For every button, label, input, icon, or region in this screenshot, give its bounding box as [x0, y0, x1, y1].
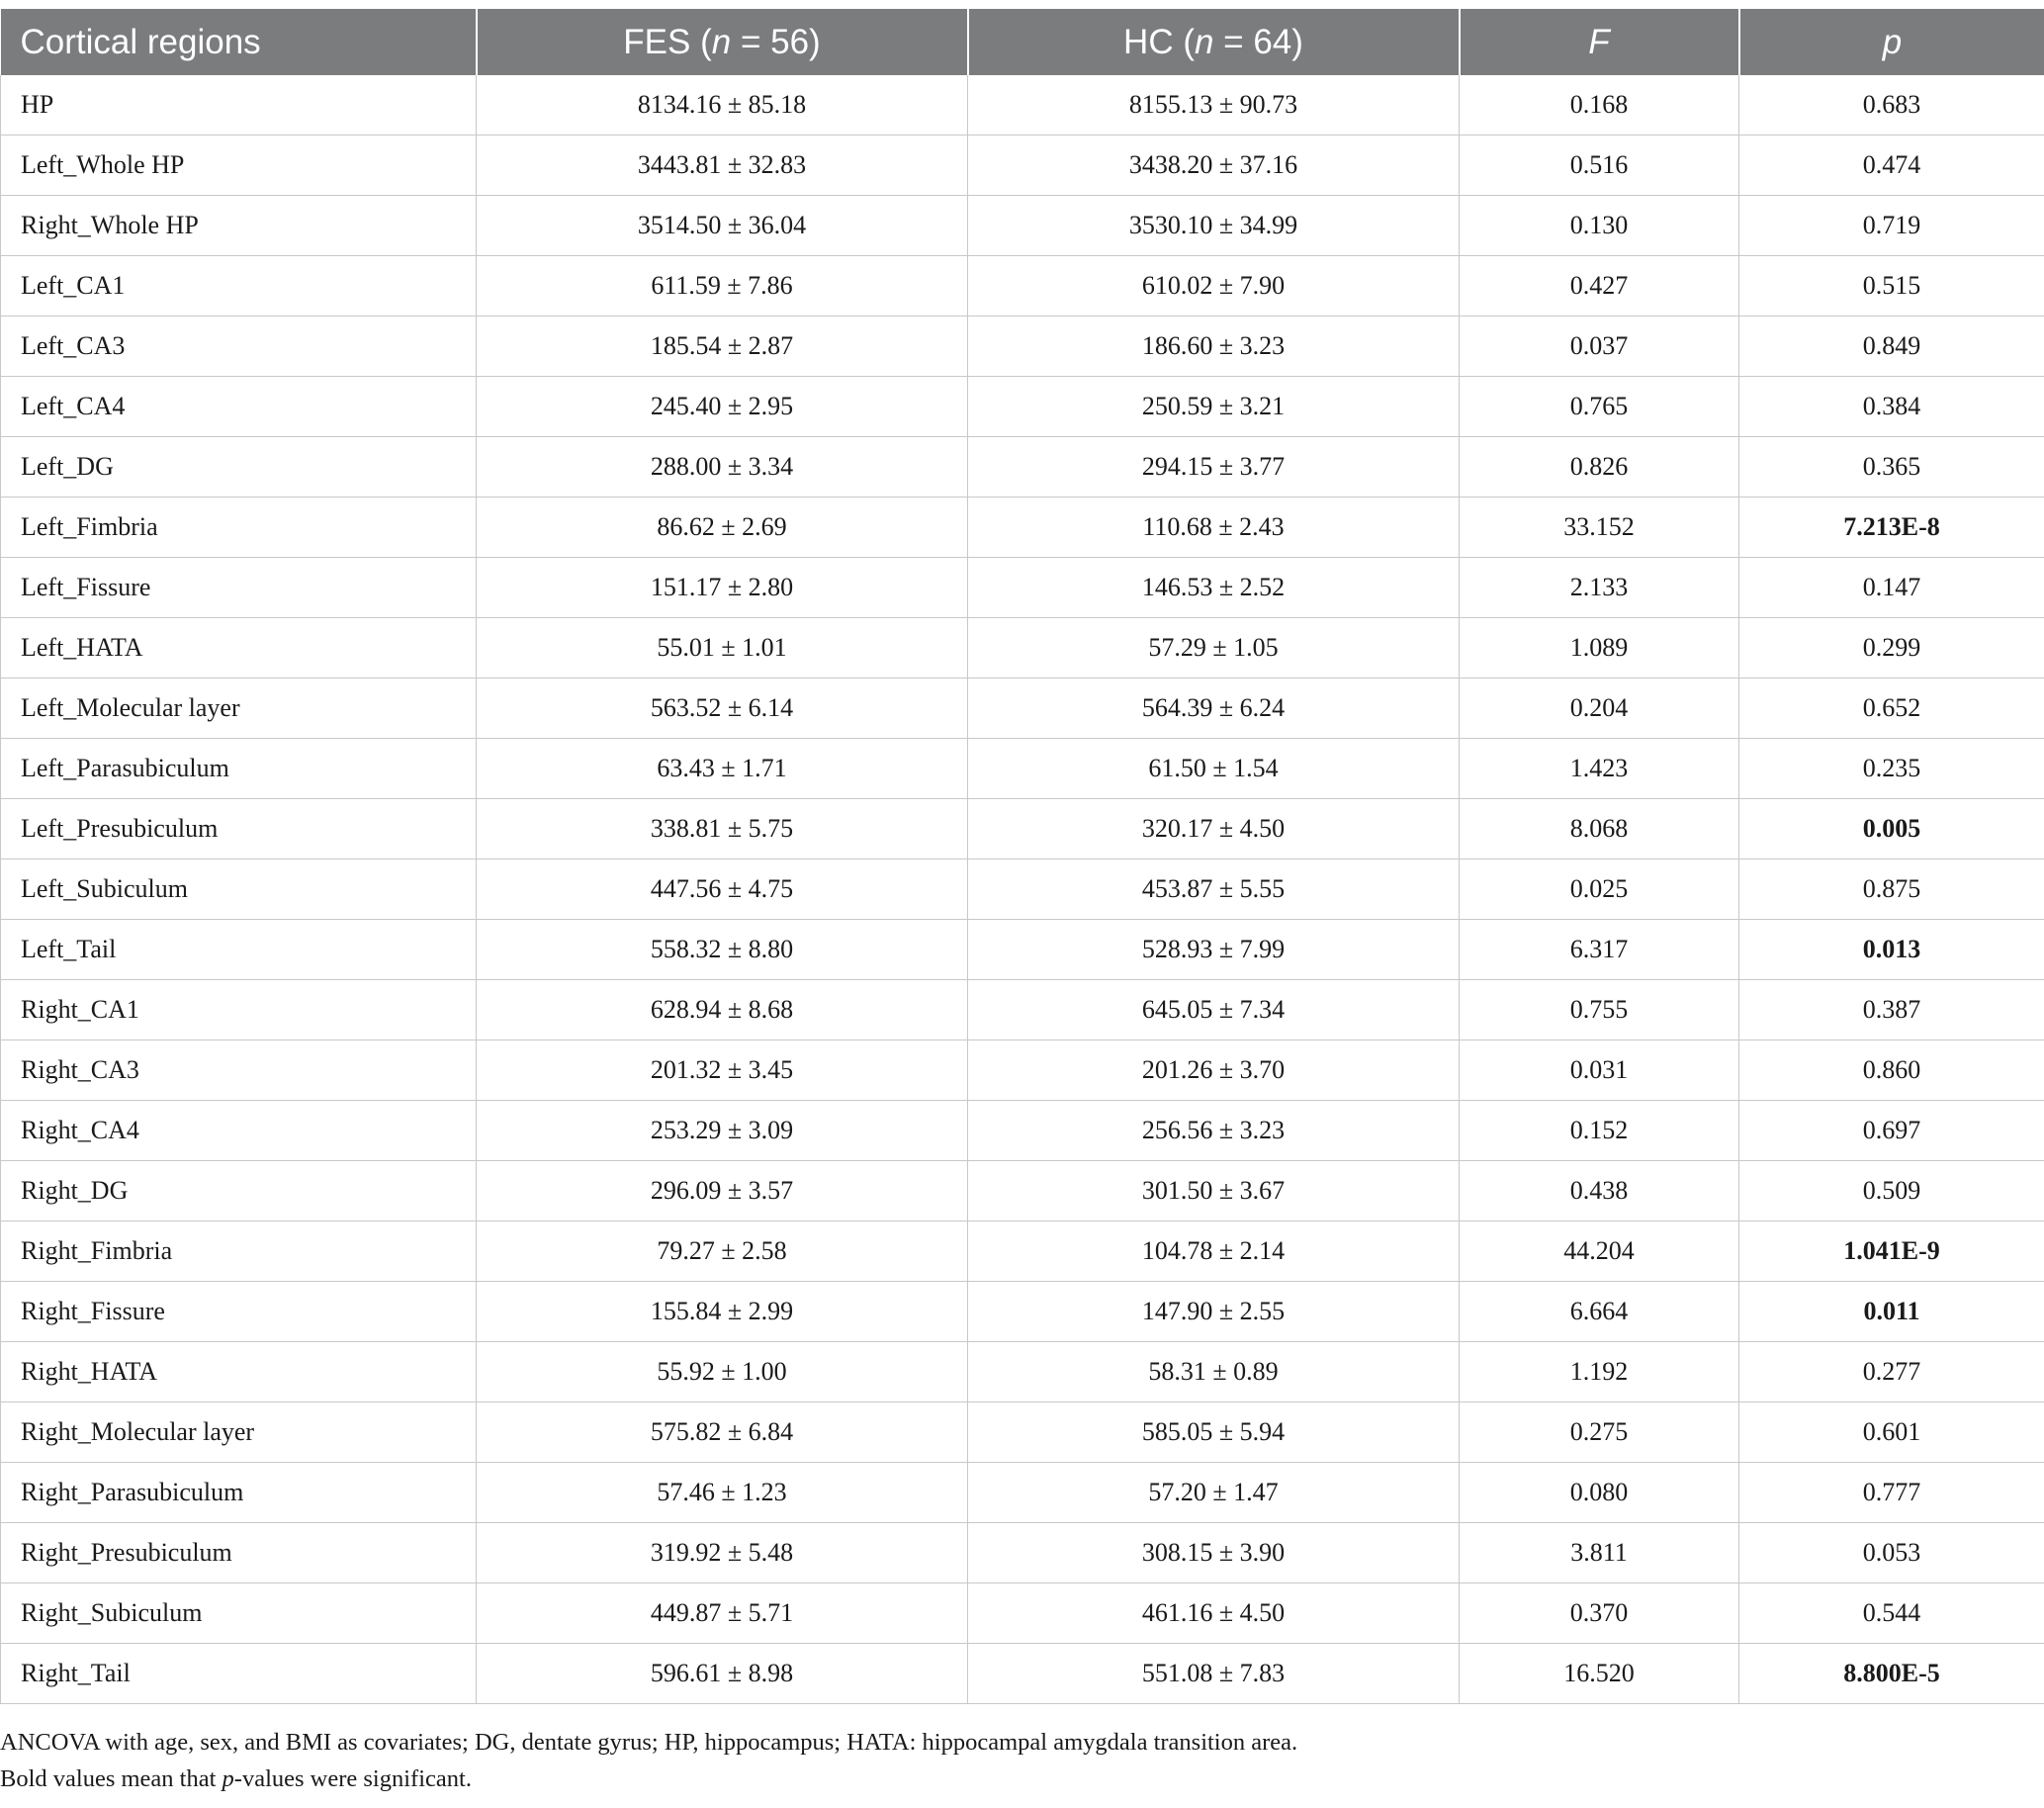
cell-hc-value: 186.60 ± 3.23: [968, 316, 1460, 377]
cell-region: Left_Whole HP: [1, 136, 477, 196]
cell-hc-value: 645.05 ± 7.34: [968, 980, 1460, 1040]
header-hc-count: = 64): [1213, 22, 1303, 61]
table-row: [1, 136, 2044, 196]
hippocampal-subfield-table: [0, 9, 2044, 1704]
cell-fes-value: 288.00 ± 3.34: [477, 437, 968, 497]
cell-fes-value: 201.32 ± 3.45: [477, 1040, 968, 1101]
cell-f-value: 0.826: [1460, 437, 1739, 497]
cell-hc-value: 250.59 ± 3.21: [968, 377, 1460, 437]
cell-region: Left_Fimbria: [1, 497, 477, 558]
cell-f-value: 8.068: [1460, 799, 1739, 859]
cell-hc-value: 3530.10 ± 34.99: [968, 196, 1460, 256]
cell-p-value: 0.387: [1739, 980, 2044, 1040]
cell-p-value: 0.005: [1739, 799, 2044, 859]
cell-region: Right_CA4: [1, 1101, 477, 1161]
header-fes-n: n: [711, 22, 732, 61]
cell-fes-value: 449.87 ± 5.71: [477, 1583, 968, 1644]
header-fes: [477, 9, 968, 75]
cell-hc-value: 8155.13 ± 90.73: [968, 75, 1460, 136]
cell-region: Right_HATA: [1, 1342, 477, 1402]
cell-p-value: 0.860: [1739, 1040, 2044, 1101]
table-row: [1, 1523, 2044, 1583]
table-row: [1, 618, 2044, 678]
cell-region: Left_Molecular layer: [1, 678, 477, 739]
cell-fes-value: 155.84 ± 2.99: [477, 1282, 968, 1342]
cell-hc-value: 61.50 ± 1.54: [968, 739, 1460, 799]
cell-p-value: 0.697: [1739, 1101, 2044, 1161]
table-row: [1, 678, 2044, 739]
table-row: [1, 437, 2044, 497]
cell-f-value: 1.192: [1460, 1342, 1739, 1402]
cell-p-value: 0.013: [1739, 920, 2044, 980]
header-fes-count: = 56): [731, 22, 821, 61]
cell-p-value: 0.053: [1739, 1523, 2044, 1583]
cell-f-value: 16.520: [1460, 1644, 1739, 1704]
cell-region: Right_Whole HP: [1, 196, 477, 256]
cell-region: Left_Presubiculum: [1, 799, 477, 859]
cell-region: Left_CA3: [1, 316, 477, 377]
cell-p-value: 0.365: [1739, 437, 2044, 497]
cell-fes-value: 253.29 ± 3.09: [477, 1101, 968, 1161]
cell-hc-value: 147.90 ± 2.55: [968, 1282, 1460, 1342]
table-row: [1, 1161, 2044, 1221]
cell-region: Left_Subiculum: [1, 859, 477, 920]
cell-fes-value: 3514.50 ± 36.04: [477, 196, 968, 256]
cell-region: Left_DG: [1, 437, 477, 497]
cell-fes-value: 628.94 ± 8.68: [477, 980, 968, 1040]
cell-hc-value: 3438.20 ± 37.16: [968, 136, 1460, 196]
cell-p-value: 0.235: [1739, 739, 2044, 799]
cell-f-value: 44.204: [1460, 1221, 1739, 1282]
cell-hc-value: 110.68 ± 2.43: [968, 497, 1460, 558]
cell-region: Right_Subiculum: [1, 1583, 477, 1644]
cell-f-value: 3.811: [1460, 1523, 1739, 1583]
cell-f-value: 1.089: [1460, 618, 1739, 678]
cell-region: Left_CA4: [1, 377, 477, 437]
cell-region: Right_Presubiculum: [1, 1523, 477, 1583]
cell-f-value: 0.370: [1460, 1583, 1739, 1644]
cell-p-value: 0.277: [1739, 1342, 2044, 1402]
table-row: [1, 1221, 2044, 1282]
cell-fes-value: 245.40 ± 2.95: [477, 377, 968, 437]
cell-f-value: 0.080: [1460, 1463, 1739, 1523]
cell-hc-value: 58.31 ± 0.89: [968, 1342, 1460, 1402]
cell-f-value: 0.204: [1460, 678, 1739, 739]
cell-p-value: 0.849: [1739, 316, 2044, 377]
cell-region: Right_CA3: [1, 1040, 477, 1101]
cell-p-value: 0.683: [1739, 75, 2044, 136]
table-row: [1, 256, 2044, 316]
cell-fes-value: 596.61 ± 8.98: [477, 1644, 968, 1704]
cell-region: Left_CA1: [1, 256, 477, 316]
cell-f-value: 6.317: [1460, 920, 1739, 980]
results-table-container: [0, 9, 2044, 1704]
table-row: [1, 799, 2044, 859]
cell-f-value: 0.130: [1460, 196, 1739, 256]
cell-p-value: 7.213E-8: [1739, 497, 2044, 558]
header-fes-label: FES (: [623, 22, 712, 61]
cell-fes-value: 185.54 ± 2.87: [477, 316, 968, 377]
cell-fes-value: 575.82 ± 6.84: [477, 1402, 968, 1463]
cell-f-value: 0.516: [1460, 136, 1739, 196]
cell-hc-value: 610.02 ± 7.90: [968, 256, 1460, 316]
cell-fes-value: 319.92 ± 5.48: [477, 1523, 968, 1583]
cell-f-value: 6.664: [1460, 1282, 1739, 1342]
cell-p-value: 0.509: [1739, 1161, 2044, 1221]
cell-region: HP: [1, 75, 477, 136]
cell-f-value: 0.168: [1460, 75, 1739, 136]
header-row: [1, 9, 2044, 75]
table-row: [1, 377, 2044, 437]
cell-p-value: 0.544: [1739, 1583, 2044, 1644]
cell-region: Left_HATA: [1, 618, 477, 678]
table-row: [1, 739, 2044, 799]
cell-region: Right_Fimbria: [1, 1221, 477, 1282]
cell-region: Right_CA1: [1, 980, 477, 1040]
header-hc-n: n: [1194, 22, 1214, 61]
cell-hc-value: 585.05 ± 5.94: [968, 1402, 1460, 1463]
table-row: [1, 558, 2044, 618]
cell-hc-value: 320.17 ± 4.50: [968, 799, 1460, 859]
cell-hc-value: 104.78 ± 2.14: [968, 1221, 1460, 1282]
cell-fes-value: 558.32 ± 8.80: [477, 920, 968, 980]
cell-hc-value: 551.08 ± 7.83: [968, 1644, 1460, 1704]
cell-p-value: 0.652: [1739, 678, 2044, 739]
cell-fes-value: 296.09 ± 3.57: [477, 1161, 968, 1221]
header-p-value: p: [1739, 9, 2044, 75]
footnote-bold-p: p: [222, 1765, 234, 1792]
cell-region: Left_Tail: [1, 920, 477, 980]
cell-fes-value: 563.52 ± 6.14: [477, 678, 968, 739]
table-row: [1, 75, 2044, 136]
cell-p-value: 0.515: [1739, 256, 2044, 316]
cell-fes-value: 447.56 ± 4.75: [477, 859, 968, 920]
cell-region: Left_Fissure: [1, 558, 477, 618]
cell-fes-value: 55.92 ± 1.00: [477, 1342, 968, 1402]
cell-fes-value: 3443.81 ± 32.83: [477, 136, 968, 196]
cell-fes-value: 338.81 ± 5.75: [477, 799, 968, 859]
table-row: [1, 1644, 2044, 1704]
table-row: [1, 1040, 2044, 1101]
table-row: [1, 196, 2044, 256]
cell-fes-value: 55.01 ± 1.01: [477, 618, 968, 678]
cell-p-value: 1.041E-9: [1739, 1221, 2044, 1282]
table-header: [1, 9, 2044, 75]
footnote-bold-meaning: [0, 1765, 472, 1793]
cell-fes-value: 57.46 ± 1.23: [477, 1463, 968, 1523]
table-row: [1, 980, 2044, 1040]
cell-hc-value: 294.15 ± 3.77: [968, 437, 1460, 497]
cell-fes-value: 8134.16 ± 85.18: [477, 75, 968, 136]
cell-fes-value: 86.62 ± 2.69: [477, 497, 968, 558]
table-row: [1, 1463, 2044, 1523]
footnote-bold-post: -values were significant.: [233, 1765, 472, 1792]
table-row: [1, 1583, 2044, 1644]
cell-p-value: 8.800E-5: [1739, 1644, 2044, 1704]
cell-f-value: 0.152: [1460, 1101, 1739, 1161]
cell-hc-value: 57.20 ± 1.47: [968, 1463, 1460, 1523]
cell-hc-value: 308.15 ± 3.90: [968, 1523, 1460, 1583]
cell-region: Right_Molecular layer: [1, 1402, 477, 1463]
table-row: [1, 1402, 2044, 1463]
cell-hc-value: 301.50 ± 3.67: [968, 1161, 1460, 1221]
cell-fes-value: 79.27 ± 2.58: [477, 1221, 968, 1282]
cell-p-value: 0.875: [1739, 859, 2044, 920]
cell-region: Right_DG: [1, 1161, 477, 1221]
table-row: [1, 920, 2044, 980]
cell-region: Right_Fissure: [1, 1282, 477, 1342]
cell-f-value: 0.755: [1460, 980, 1739, 1040]
cell-hc-value: 146.53 ± 2.52: [968, 558, 1460, 618]
cell-f-value: 0.031: [1460, 1040, 1739, 1101]
cell-hc-value: 528.93 ± 7.99: [968, 920, 1460, 980]
cell-p-value: 0.384: [1739, 377, 2044, 437]
table-row: [1, 1101, 2044, 1161]
cell-p-value: 0.719: [1739, 196, 2044, 256]
cell-f-value: 0.025: [1460, 859, 1739, 920]
header-f-statistic: F: [1460, 9, 1739, 75]
cell-hc-value: 461.16 ± 4.50: [968, 1583, 1460, 1644]
cell-f-value: 0.037: [1460, 316, 1739, 377]
cell-region: Left_Parasubiculum: [1, 739, 477, 799]
cell-fes-value: 611.59 ± 7.86: [477, 256, 968, 316]
cell-p-value: 0.011: [1739, 1282, 2044, 1342]
cell-region: Right_Parasubiculum: [1, 1463, 477, 1523]
cell-f-value: 0.427: [1460, 256, 1739, 316]
footnote-abbreviations: ANCOVA with age, sex, and BMI as covariates; DG, dentate gyrus; HP, hippocampus; HATA: hippocampal amygdala transition area.: [0, 1729, 1298, 1756]
cell-f-value: 0.765: [1460, 377, 1739, 437]
cell-fes-value: 151.17 ± 2.80: [477, 558, 968, 618]
cell-hc-value: 57.29 ± 1.05: [968, 618, 1460, 678]
header-hc: [968, 9, 1460, 75]
cell-p-value: 0.474: [1739, 136, 2044, 196]
cell-f-value: 1.423: [1460, 739, 1739, 799]
cell-f-value: 0.438: [1460, 1161, 1739, 1221]
footnote-bold-pre: Bold values mean that: [0, 1765, 222, 1792]
cell-hc-value: 201.26 ± 3.70: [968, 1040, 1460, 1101]
header-cortical-regions: Cortical regions: [1, 9, 477, 75]
table-row: [1, 1282, 2044, 1342]
header-hc-label: HC (: [1123, 22, 1195, 61]
cell-region: Right_Tail: [1, 1644, 477, 1704]
table-body: [1, 75, 2044, 1704]
cell-fes-value: 63.43 ± 1.71: [477, 739, 968, 799]
cell-hc-value: 453.87 ± 5.55: [968, 859, 1460, 920]
cell-p-value: 0.601: [1739, 1402, 2044, 1463]
cell-hc-value: 256.56 ± 3.23: [968, 1101, 1460, 1161]
table-row: [1, 316, 2044, 377]
cell-f-value: 0.275: [1460, 1402, 1739, 1463]
table-row: [1, 1342, 2044, 1402]
cell-p-value: 0.299: [1739, 618, 2044, 678]
table-row: [1, 497, 2044, 558]
cell-p-value: 0.777: [1739, 1463, 2044, 1523]
cell-hc-value: 564.39 ± 6.24: [968, 678, 1460, 739]
cell-f-value: 2.133: [1460, 558, 1739, 618]
cell-f-value: 33.152: [1460, 497, 1739, 558]
cell-p-value: 0.147: [1739, 558, 2044, 618]
table-row: [1, 859, 2044, 920]
